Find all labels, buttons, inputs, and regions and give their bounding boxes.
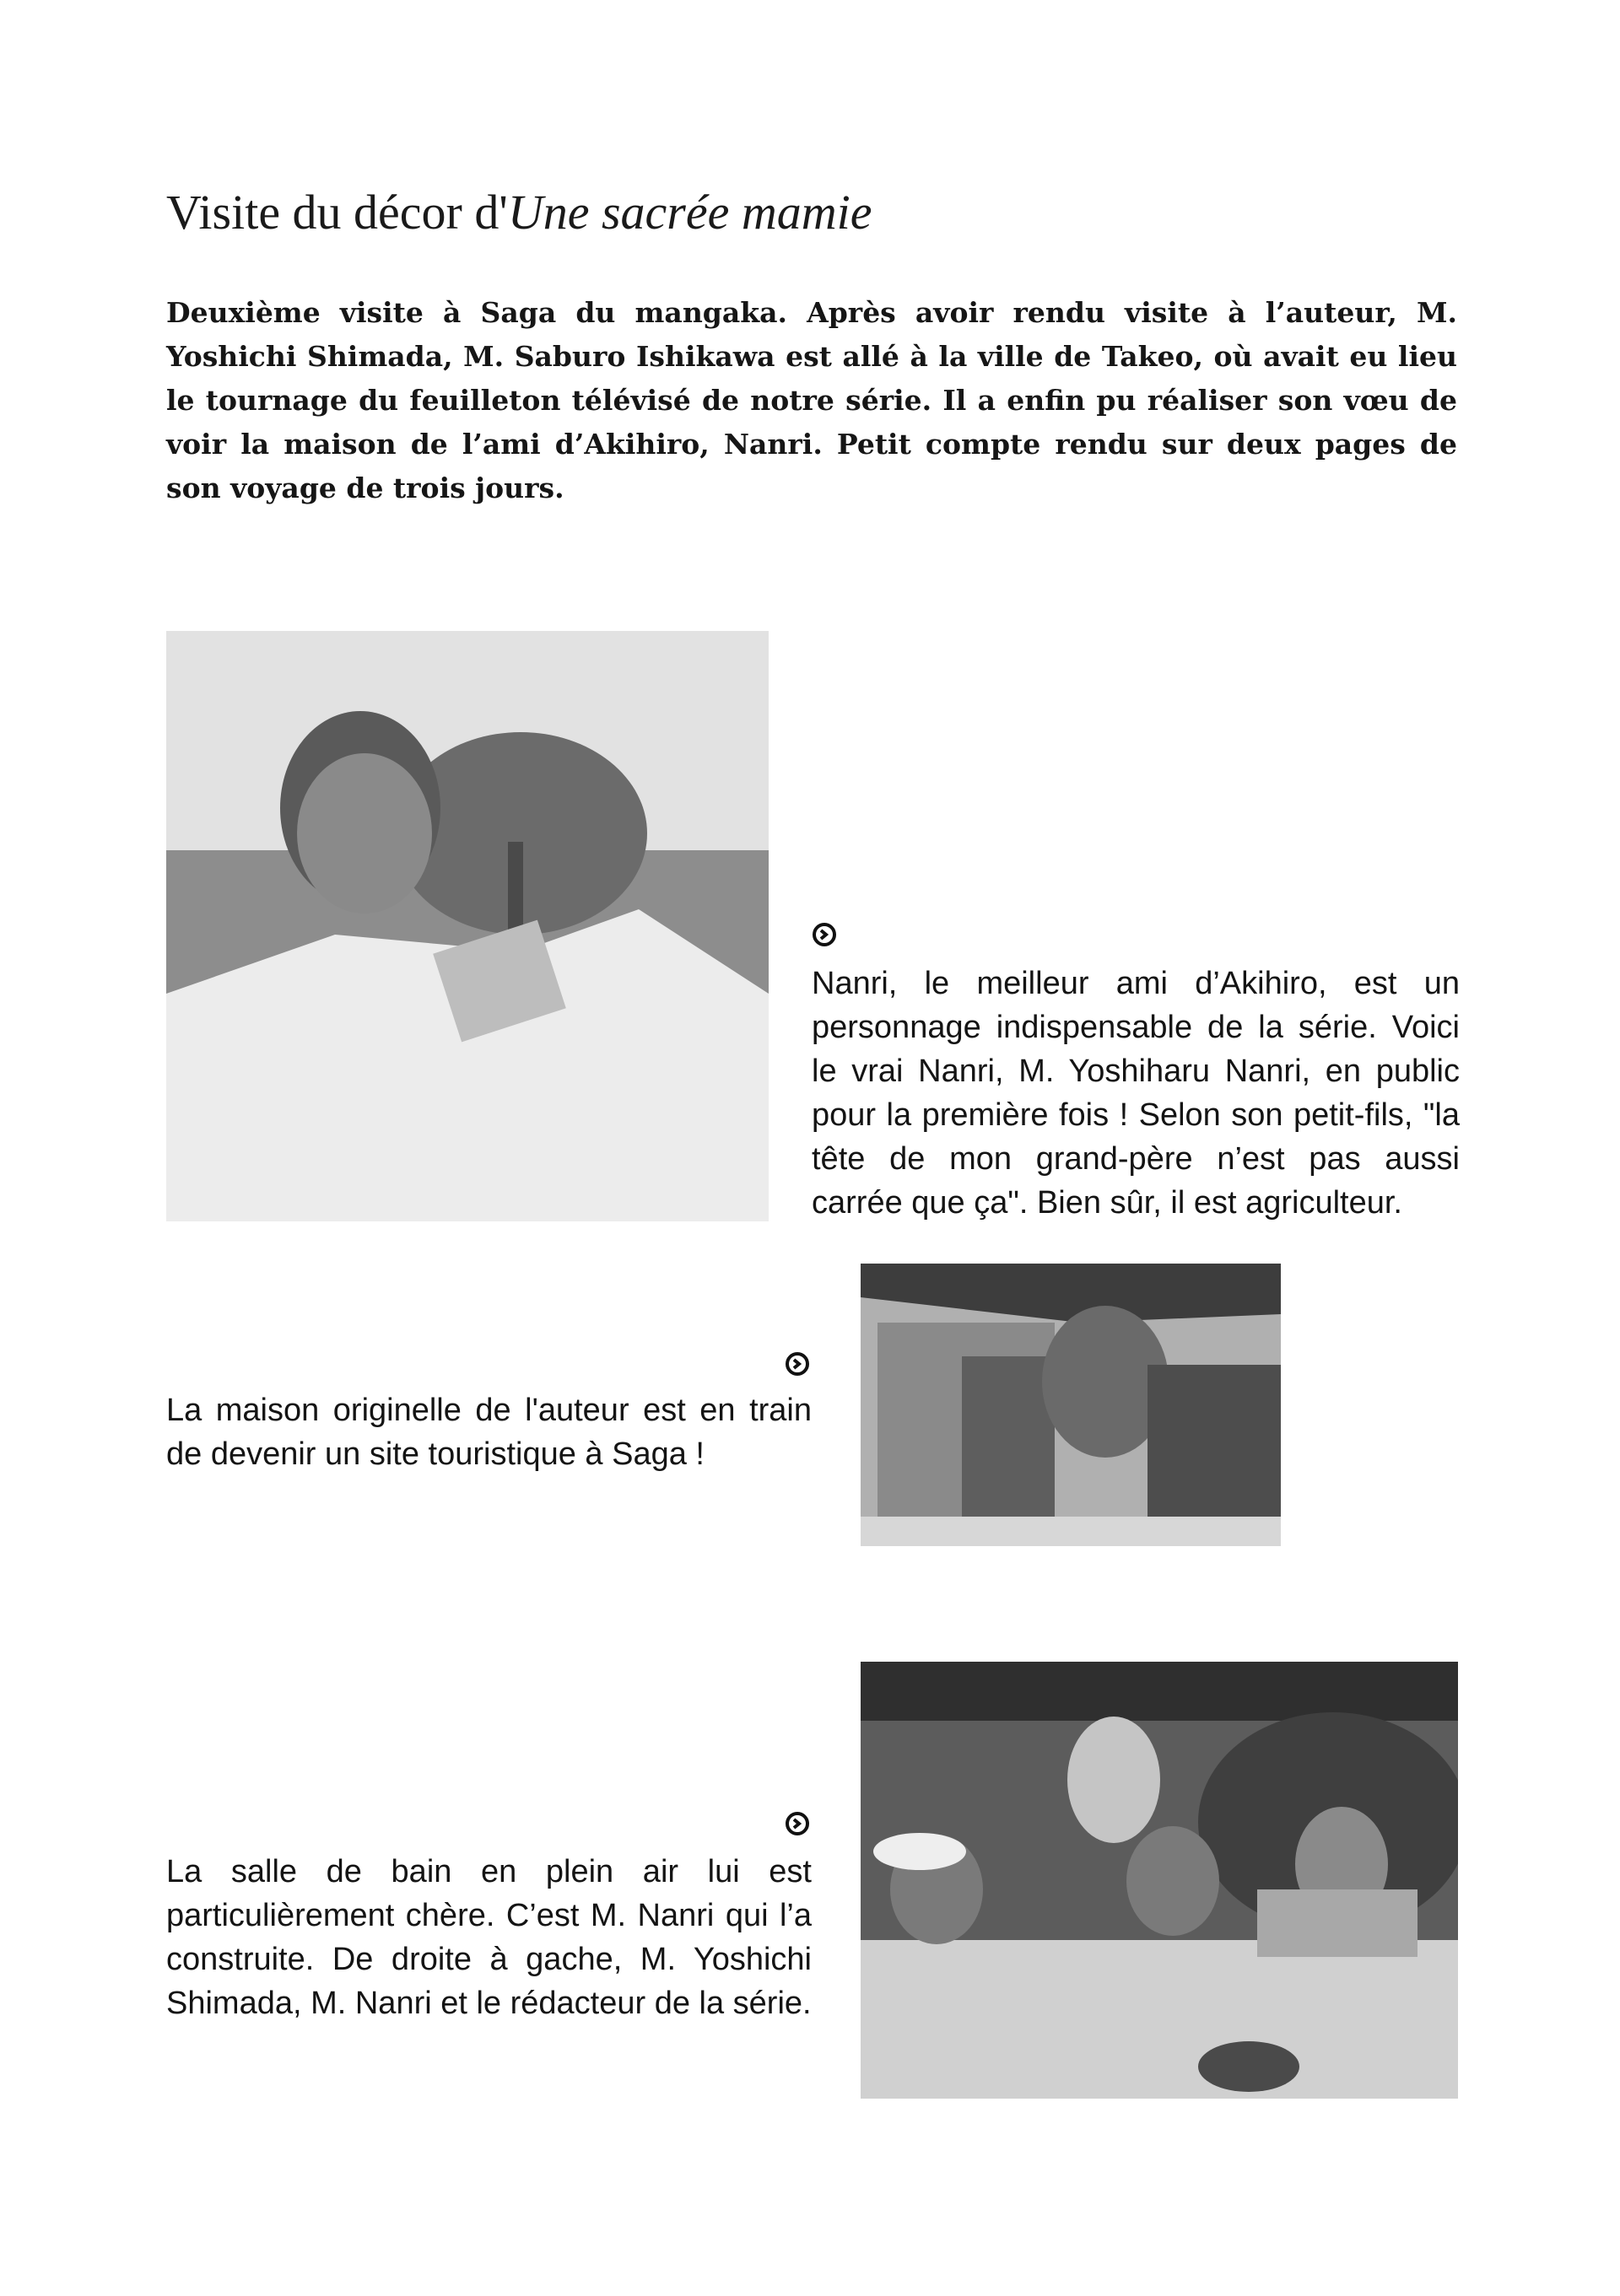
arrow-circle-icon	[785, 1351, 810, 1377]
photo-bath	[861, 1662, 1458, 2099]
arrow-circle-icon	[785, 1811, 810, 1836]
caption-bath: La salle de bain en plein air lui est particulièrement chère. C’est M. Nanri qui l’a construite. De droite à gache, M. Yoshichi Shimada, M. Nanri et le rédacteur de la série.	[166, 1854, 812, 2021]
photo-house	[861, 1264, 1281, 1546]
article-intro: Deuxième visite à Saga du mangaka. Après avoir rendu visite à l’auteur, M. Yoshichi Shimada, M. Saburo Ishikawa est allé à la ville de Takeo, où avait eu lieu le tournage du feuilleton télévisé de notre série. Il a enfin pu réaliser son vœu de voir la maison de l’ami d’Akihiro, Nanri. Petit compte rendu sur deux pages de son voyage de trois jours.	[166, 296, 1457, 504]
arrow-circle-icon	[812, 922, 837, 947]
article-title-italic: Une sacrée mamie	[507, 185, 872, 240]
article-title-prefix: Visite du décor d'	[166, 185, 508, 240]
photo-nanri	[166, 631, 769, 1221]
caption-nanri: Nanri, le meilleur ami d’Akihiro, est un personnage indispensable de la série. Voici le vrai Nanri, M. Yoshiharu Nanri, en public pour la première fois ! Selon son petit-fils, "la tête de mon grand-père n’est pas aussi carrée que ça". Bien sûr, il est agriculteur.	[812, 966, 1460, 1221]
caption-house: La maison originelle de l'auteur est en train de devenir un site touristique à Saga !	[166, 1393, 812, 1472]
article-title	[166, 179, 1432, 246]
